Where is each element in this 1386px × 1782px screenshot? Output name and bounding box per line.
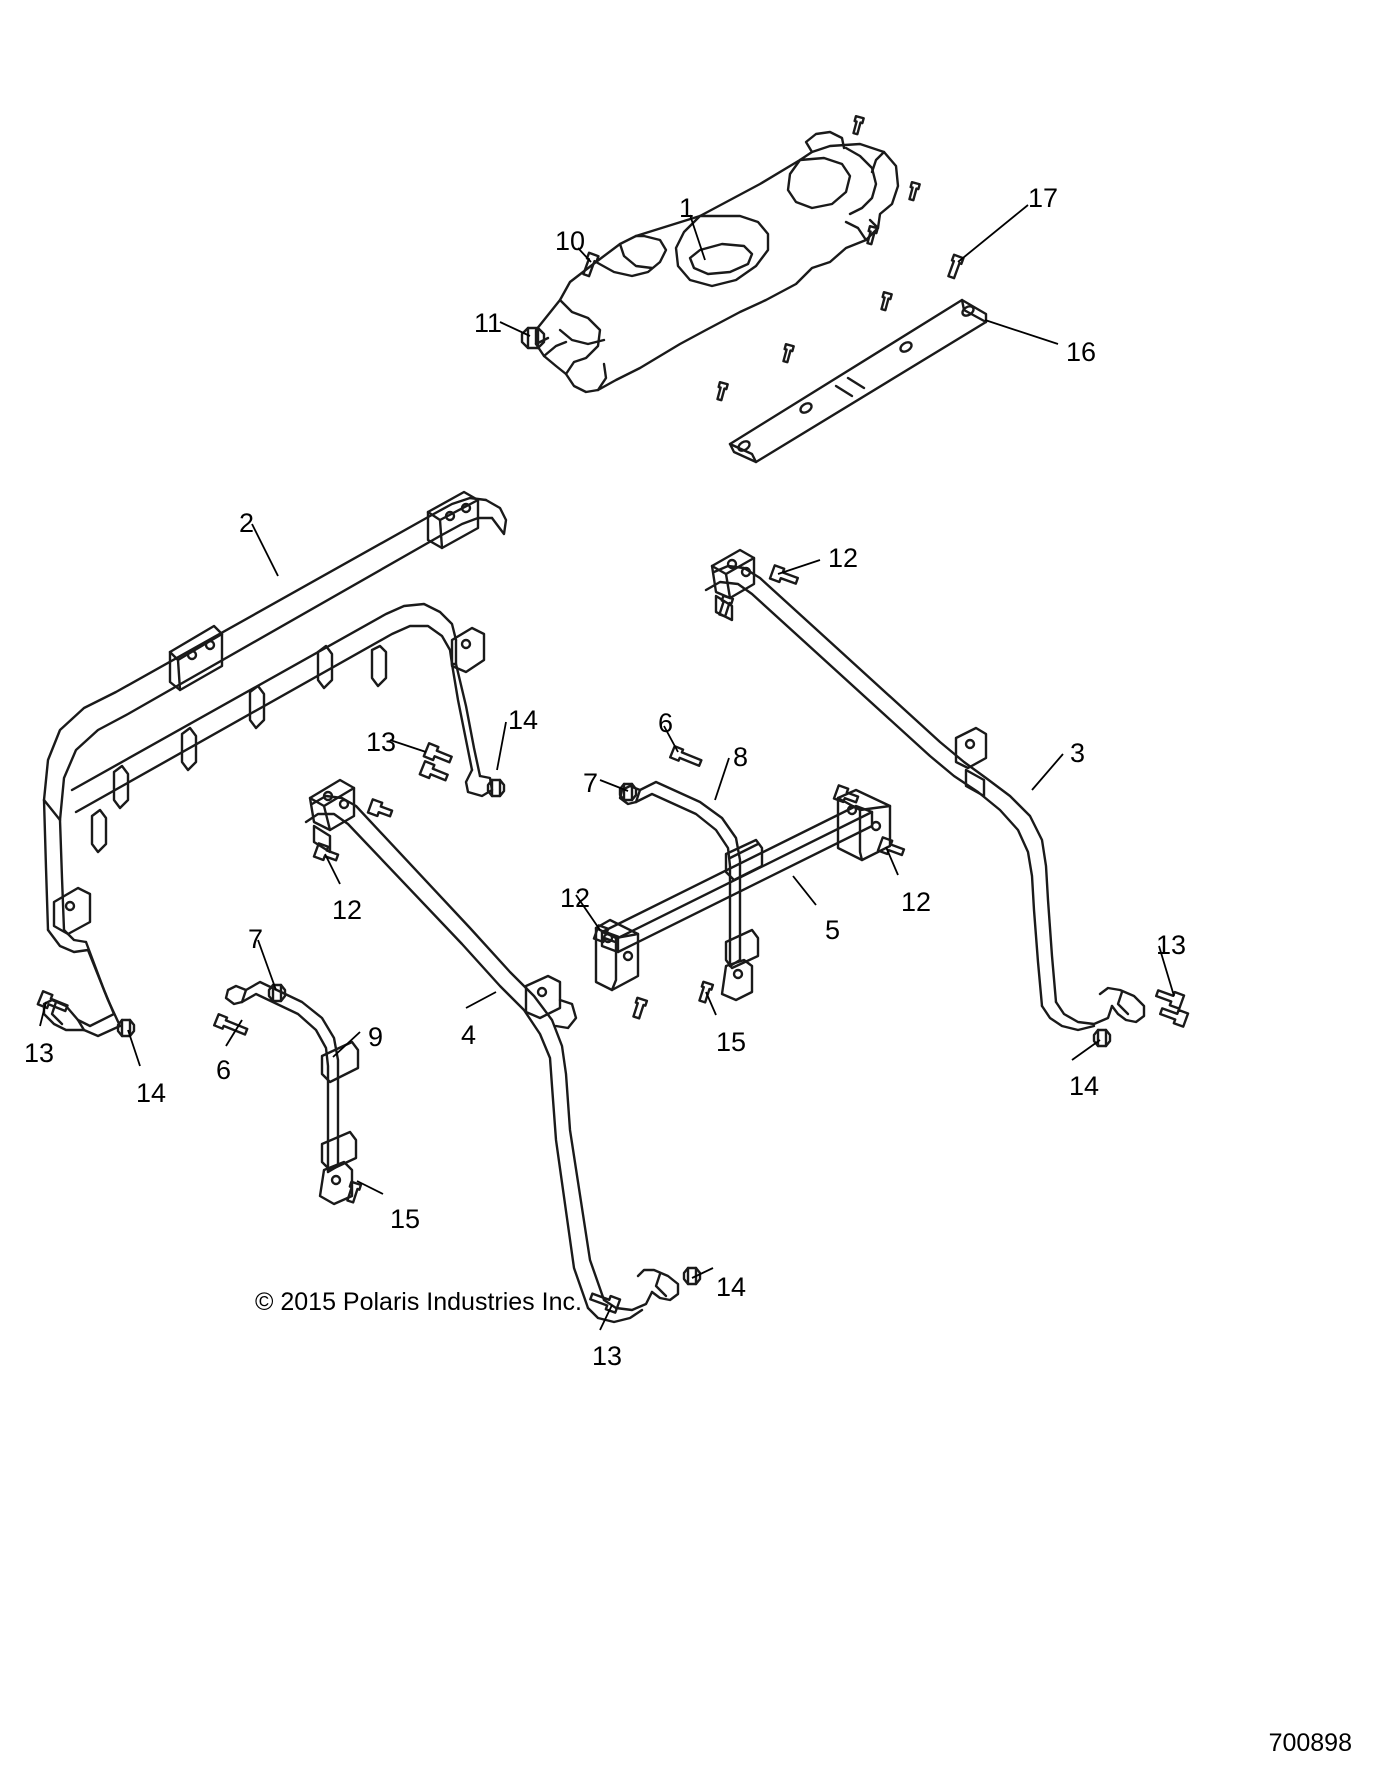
leader-line bbox=[706, 992, 716, 1015]
part-8-diagonal-brace bbox=[620, 782, 762, 1000]
callout-number: 16 bbox=[1066, 337, 1097, 367]
callout-number: 14 bbox=[716, 1272, 747, 1302]
leader-line bbox=[985, 320, 1058, 344]
callout-number: 12 bbox=[901, 887, 932, 917]
callout-number: 8 bbox=[733, 742, 749, 772]
leader-line bbox=[466, 992, 496, 1008]
part-4-center-rear bbox=[306, 780, 678, 1322]
callout-number: 15 bbox=[390, 1204, 421, 1234]
part-number-label: 700898 bbox=[1268, 1729, 1352, 1757]
callout-number: 13 bbox=[1156, 930, 1187, 960]
callout-number: 5 bbox=[825, 915, 841, 945]
leader-line bbox=[252, 524, 278, 576]
callout-number: 7 bbox=[248, 924, 264, 954]
copyright-notice: © 2015 Polaris Industries Inc. bbox=[255, 1288, 582, 1316]
leader-line bbox=[793, 876, 816, 905]
callout-number: 6 bbox=[658, 708, 674, 738]
callout-number: 7 bbox=[583, 768, 599, 798]
leader-line bbox=[715, 758, 729, 800]
callout-number: 14 bbox=[1069, 1071, 1100, 1101]
callout-number: 13 bbox=[366, 727, 397, 757]
leader-line bbox=[958, 205, 1028, 262]
part-16-bar bbox=[730, 300, 986, 462]
callout-number: 13 bbox=[24, 1038, 55, 1068]
fasteners bbox=[38, 116, 1188, 1312]
callout-number: 6 bbox=[216, 1055, 232, 1085]
leader-lines bbox=[40, 205, 1174, 1330]
callout-number: 12 bbox=[828, 543, 859, 573]
callout-number: 17 bbox=[1028, 183, 1059, 213]
leader-line bbox=[333, 1032, 360, 1057]
callout-number: 14 bbox=[508, 705, 539, 735]
leader-line bbox=[1032, 754, 1063, 790]
callout-number: 15 bbox=[716, 1027, 747, 1057]
leader-line bbox=[778, 560, 820, 574]
callout-number: 14 bbox=[136, 1078, 167, 1108]
leader-line bbox=[1072, 1040, 1100, 1060]
callout-number: 9 bbox=[368, 1022, 384, 1052]
callout-number: 12 bbox=[560, 883, 591, 913]
leader-line bbox=[497, 722, 506, 770]
callout-number: 13 bbox=[592, 1341, 623, 1371]
callout-number: 10 bbox=[555, 226, 586, 256]
part-9-diagonal-brace-left bbox=[226, 982, 358, 1204]
part-2-front-hoop bbox=[44, 492, 506, 1036]
callout-number: 11 bbox=[474, 308, 503, 338]
callout-number: 1 bbox=[679, 193, 695, 223]
callout-number: 2 bbox=[239, 508, 255, 538]
part-3-right-rear bbox=[706, 550, 1144, 1030]
callout-number: 12 bbox=[332, 895, 363, 925]
callout-number: 4 bbox=[461, 1020, 477, 1050]
callout-number: 3 bbox=[1070, 738, 1086, 768]
leader-line bbox=[128, 1030, 140, 1066]
